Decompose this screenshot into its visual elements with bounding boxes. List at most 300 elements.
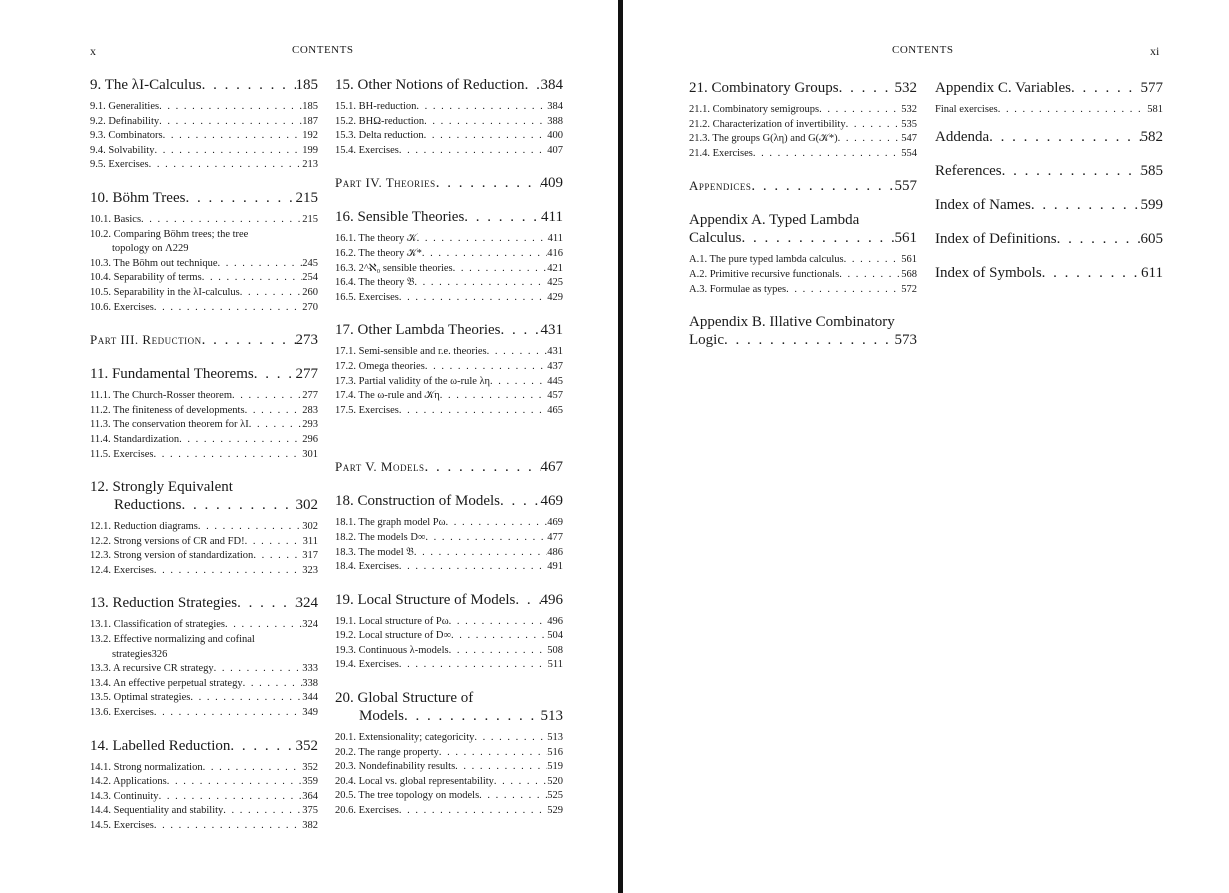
section-title: 13.6. Exercises bbox=[90, 707, 154, 719]
section-entry bbox=[90, 662, 318, 677]
dot-leader bbox=[154, 301, 302, 316]
section-entry bbox=[689, 132, 917, 147]
section-title: 10.3. The Böhm out technique bbox=[90, 257, 218, 269]
section-page-number: 425 bbox=[547, 277, 563, 289]
section-entry bbox=[335, 629, 563, 644]
section-page-number: 445 bbox=[547, 375, 563, 387]
dot-leader bbox=[254, 365, 296, 383]
toc-chapter bbox=[90, 365, 318, 462]
section-title: A.1. The pure typed lambda calculus bbox=[689, 254, 844, 266]
section-title: 16.1. The theory 𝒦 bbox=[335, 233, 417, 245]
section-title: 19.2. Local structure of D∞ bbox=[335, 630, 451, 642]
section-page-number: 338 bbox=[302, 677, 318, 689]
section-title: 9.2. Definability bbox=[90, 115, 160, 127]
section-title: 13.1. Classification of strategies bbox=[90, 619, 226, 631]
toc-chapter bbox=[90, 189, 318, 315]
section-title: 19.4. Exercises bbox=[335, 659, 399, 671]
toc-chapter bbox=[689, 79, 917, 161]
dot-leader bbox=[422, 247, 547, 262]
section-title: 17.2. Omega theories bbox=[335, 360, 425, 372]
section-list bbox=[935, 103, 1163, 118]
dot-leader bbox=[167, 775, 303, 790]
chapter-page-number: 277 bbox=[295, 366, 318, 383]
section-entry bbox=[335, 276, 563, 291]
chapter-title-row bbox=[935, 79, 1163, 97]
section-title-row bbox=[90, 648, 318, 663]
section-title: 12.2. Strong versions of CR and FD! bbox=[90, 535, 245, 547]
section-entry bbox=[335, 546, 563, 561]
dot-leader bbox=[245, 404, 303, 419]
dot-leader bbox=[839, 79, 895, 97]
dot-leader bbox=[424, 115, 547, 130]
dot-leader bbox=[163, 129, 303, 144]
section-page-number: 400 bbox=[547, 130, 563, 142]
section-entry bbox=[90, 404, 318, 419]
chapter-title: Appendix C. Variables bbox=[935, 80, 1071, 96]
chapter-page-number: 573 bbox=[894, 332, 917, 349]
section-entry bbox=[335, 291, 563, 306]
section-entry bbox=[90, 286, 318, 301]
chapter-title-row bbox=[335, 707, 563, 725]
section-title: 14.1. Strong normalization bbox=[90, 761, 203, 773]
section-entry bbox=[335, 404, 563, 419]
dot-leader bbox=[159, 115, 302, 130]
section-title: A.3. Formulae as types bbox=[689, 283, 787, 295]
section-page-number: 486 bbox=[547, 546, 563, 558]
section-page-number: 213 bbox=[302, 159, 318, 171]
toc-chapter bbox=[935, 196, 1163, 214]
section-title: 14.4. Sequentiality and stability bbox=[90, 805, 224, 817]
chapter-title: Part IV. Theories bbox=[335, 175, 436, 191]
section-title: 9.5. Exercises bbox=[90, 159, 149, 171]
section-list bbox=[335, 731, 563, 819]
chapter-title: 11. Fundamental Theorems bbox=[90, 366, 254, 383]
section-page-number: 245 bbox=[302, 257, 318, 269]
dot-leader bbox=[154, 564, 302, 579]
section-title: 21.2. Characterization of invertibility bbox=[689, 118, 846, 130]
section-page-number: 421 bbox=[547, 262, 563, 274]
toc-chapter bbox=[689, 313, 917, 349]
dot-leader bbox=[479, 789, 547, 804]
section-entry bbox=[90, 448, 318, 463]
section-title: 10.4. Separability of terms bbox=[90, 272, 202, 284]
section-page-number: 431 bbox=[547, 346, 563, 358]
section-title: 20.2. The range property bbox=[335, 746, 439, 758]
section-entry bbox=[90, 549, 318, 564]
section-entry bbox=[90, 618, 318, 633]
section-title-continued: strategies bbox=[112, 648, 152, 660]
dot-leader bbox=[455, 760, 547, 775]
dot-leader bbox=[998, 103, 1148, 118]
section-title: 17.3. Partial validity of the ω-rule λη bbox=[335, 375, 491, 387]
section-page-number: 513 bbox=[547, 732, 563, 744]
chapter-title-row bbox=[689, 177, 917, 195]
section-page-number: 185 bbox=[302, 101, 318, 112]
section-list bbox=[90, 520, 318, 578]
section-title: 17.4. The ω-rule and 𝒦η bbox=[335, 390, 440, 402]
section-list bbox=[90, 389, 318, 462]
section-page-number: 554 bbox=[901, 147, 917, 159]
dot-leader bbox=[425, 360, 547, 375]
dot-leader bbox=[240, 286, 303, 301]
section-page-number: 411 bbox=[547, 233, 563, 245]
section-title: 14.5. Exercises bbox=[90, 820, 154, 831]
section-entry bbox=[335, 658, 563, 673]
section-entry bbox=[689, 268, 917, 283]
dot-leader bbox=[446, 516, 548, 531]
section-title: 11.5. Exercises bbox=[90, 448, 154, 460]
section-page-number: 187 bbox=[302, 115, 318, 127]
dot-leader bbox=[439, 746, 547, 761]
dot-leader bbox=[453, 262, 548, 277]
chapter-title: Index of Symbols bbox=[935, 264, 1042, 281]
section-title: 13.5. Optimal strategies bbox=[90, 692, 191, 704]
dot-leader bbox=[494, 775, 547, 790]
section-title: 21.1. Combinatory semigroups bbox=[689, 104, 820, 115]
section-title: 18.3. The model 𝔅 bbox=[335, 546, 414, 558]
section-page-number: 375 bbox=[302, 805, 318, 817]
section-page-number: 516 bbox=[547, 746, 563, 758]
chapter-page-number: 557 bbox=[894, 178, 917, 195]
section-entry bbox=[335, 262, 563, 277]
chapter-page-number: 605 bbox=[1140, 230, 1163, 247]
dot-leader bbox=[154, 706, 302, 721]
section-page-number: 572 bbox=[901, 283, 917, 295]
chapter-title-row bbox=[90, 478, 318, 496]
chapter-title-row bbox=[335, 321, 563, 339]
section-title: 15.1. BH-reduction bbox=[335, 101, 417, 112]
toc-column bbox=[90, 76, 318, 850]
section-entry bbox=[689, 283, 917, 298]
chapter-page-number: 273 bbox=[295, 332, 318, 349]
section-page-number: 301 bbox=[302, 448, 318, 460]
dot-leader bbox=[451, 629, 547, 644]
dot-leader bbox=[218, 257, 303, 272]
chapter-title: 21. Combinatory Groups bbox=[689, 80, 839, 96]
dot-leader bbox=[440, 389, 547, 404]
section-title: Final exercises bbox=[935, 104, 998, 115]
section-page-number: 302 bbox=[302, 521, 318, 533]
section-page-number: 437 bbox=[547, 360, 563, 372]
chapter-title-row bbox=[335, 591, 563, 609]
section-entry bbox=[335, 760, 563, 775]
section-list bbox=[90, 213, 318, 315]
section-entry bbox=[90, 790, 318, 805]
section-title: 20.5. The tree topology on models bbox=[335, 790, 480, 802]
chapter-title-continued: Reductions bbox=[114, 497, 182, 514]
toc-chapter bbox=[335, 174, 563, 192]
dot-leader bbox=[414, 546, 547, 561]
chapter-page-number: 611 bbox=[1141, 264, 1163, 281]
section-title-row bbox=[90, 242, 318, 257]
dot-leader bbox=[203, 761, 303, 776]
section-entry bbox=[90, 129, 318, 144]
section-entry bbox=[689, 118, 917, 133]
section-page-number: 429 bbox=[547, 291, 563, 303]
dot-leader bbox=[751, 177, 894, 195]
dot-leader bbox=[190, 691, 302, 706]
dot-leader bbox=[1031, 196, 1141, 214]
toc-chapter bbox=[335, 208, 563, 305]
section-title: 14.2. Applications bbox=[90, 776, 167, 788]
chapter-page-number: 409 bbox=[540, 175, 563, 192]
section-title: 20.4. Local vs. global representability bbox=[335, 775, 494, 787]
chapter-title: 9. The λI-Calculus bbox=[90, 77, 202, 93]
chapter-title: Index of Definitions bbox=[935, 230, 1057, 247]
section-title: 18.4. Exercises bbox=[335, 561, 399, 573]
page-number: xi bbox=[1150, 44, 1160, 58]
toc-chapter bbox=[335, 591, 563, 673]
chapter-title-row bbox=[90, 189, 318, 207]
chapter-title: Appendix B. Illative Combinatory bbox=[689, 314, 895, 331]
toc-chapter bbox=[935, 128, 1163, 146]
dot-leader bbox=[182, 496, 296, 514]
dot-leader bbox=[1057, 230, 1141, 248]
chapter-title-row bbox=[335, 492, 563, 510]
dot-leader bbox=[202, 271, 303, 286]
section-title: 9.1. Generalities bbox=[90, 101, 160, 112]
section-list bbox=[335, 615, 563, 673]
section-list bbox=[90, 100, 318, 173]
section-page-number: 260 bbox=[302, 286, 318, 298]
chapter-title: 12. Strongly Equivalent bbox=[90, 479, 233, 496]
section-list bbox=[689, 103, 917, 161]
section-page-number: 326 bbox=[151, 648, 168, 660]
section-page-number: 519 bbox=[547, 761, 563, 773]
dot-leader bbox=[436, 174, 541, 192]
dot-leader bbox=[237, 594, 295, 612]
dot-leader bbox=[249, 418, 302, 433]
dot-leader bbox=[245, 535, 303, 550]
section-entry bbox=[90, 228, 318, 257]
section-title: 17.5. Exercises bbox=[335, 404, 399, 416]
chapter-title: References bbox=[935, 162, 1002, 179]
dot-leader bbox=[425, 531, 547, 546]
dot-leader bbox=[424, 458, 540, 476]
section-page-number: 581 bbox=[1147, 104, 1163, 115]
section-list bbox=[90, 618, 318, 720]
section-title: 11.1. The Church-Rosser theorem bbox=[90, 390, 233, 402]
chapter-title: 18. Construction of Models bbox=[335, 493, 500, 510]
running-head: CONTENTS bbox=[892, 44, 954, 56]
dot-leader bbox=[154, 144, 302, 159]
dot-leader bbox=[1002, 162, 1141, 180]
chapter-title-row bbox=[90, 365, 318, 383]
dot-leader bbox=[414, 276, 547, 291]
section-title: 13.3. A recursive CR strategy bbox=[90, 663, 214, 675]
section-title: 16.2. The theory 𝒦* bbox=[335, 247, 422, 259]
section-page-number: 496 bbox=[547, 615, 563, 627]
dot-leader bbox=[154, 819, 302, 834]
section-title: 19.3. Continuous λ-models bbox=[335, 644, 449, 656]
dot-leader bbox=[202, 331, 296, 349]
section-title: 10.6. Exercises bbox=[90, 301, 154, 313]
section-title: 18.2. The models D∞ bbox=[335, 531, 426, 543]
section-page-number: 296 bbox=[302, 433, 318, 445]
section-entry bbox=[90, 706, 318, 721]
dot-leader bbox=[1071, 79, 1141, 97]
toc-chapter bbox=[935, 230, 1163, 248]
section-entry bbox=[335, 775, 563, 790]
section-title: 18.1. The graph model Pω bbox=[335, 517, 446, 529]
chapter-title-row bbox=[90, 737, 318, 755]
section-list bbox=[689, 253, 917, 297]
dot-leader bbox=[214, 662, 303, 677]
dot-leader bbox=[141, 213, 302, 228]
chapter-title: Part III. Reduction bbox=[90, 332, 202, 348]
chapter-title-row bbox=[935, 128, 1163, 146]
section-entry bbox=[90, 677, 318, 692]
section-entry bbox=[90, 564, 318, 579]
chapter-title: 20. Global Structure of bbox=[335, 690, 474, 707]
section-entry bbox=[90, 819, 318, 834]
section-entry bbox=[90, 271, 318, 286]
section-list bbox=[335, 100, 563, 158]
section-page-number: 568 bbox=[901, 268, 917, 280]
chapter-page-number: 582 bbox=[1140, 128, 1163, 145]
section-page-number: 529 bbox=[547, 805, 563, 817]
section-title: 9.4. Solvability bbox=[90, 144, 155, 156]
chapter-title: Appendix A. Typed Lambda bbox=[689, 212, 860, 229]
dot-leader bbox=[525, 76, 541, 94]
section-page-number: 199 bbox=[302, 144, 318, 156]
dot-leader bbox=[253, 549, 302, 564]
chapter-title: 13. Reduction Strategies bbox=[90, 595, 238, 612]
section-list bbox=[335, 345, 563, 418]
section-title: 16.3. 2^ℵ₀ sensible theories bbox=[335, 262, 453, 274]
chapter-title: 19. Local Structure of Models bbox=[335, 591, 516, 608]
section-entry bbox=[335, 115, 563, 130]
chapter-title-row bbox=[689, 211, 917, 229]
toc-chapter bbox=[90, 478, 318, 578]
toc-chapter bbox=[335, 321, 563, 418]
section-entry bbox=[335, 129, 563, 144]
section-page-number: 215 bbox=[302, 213, 318, 225]
section-entry bbox=[90, 804, 318, 819]
chapter-page-number: 185 bbox=[295, 77, 318, 93]
section-entry bbox=[335, 144, 563, 159]
section-entry bbox=[335, 531, 563, 546]
chapter-title-row bbox=[935, 162, 1163, 180]
page-number: x bbox=[90, 44, 96, 58]
toc-column bbox=[689, 79, 917, 365]
chapter-page-number: 599 bbox=[1140, 196, 1163, 213]
section-entry bbox=[335, 731, 563, 746]
dot-leader bbox=[500, 492, 541, 510]
chapter-title-row bbox=[335, 458, 563, 476]
chapter-title-continued: Calculus bbox=[689, 230, 742, 247]
section-entry bbox=[335, 232, 563, 247]
section-entry bbox=[90, 301, 318, 316]
section-entry bbox=[335, 375, 563, 390]
section-page-number: 270 bbox=[302, 301, 318, 313]
section-entry bbox=[335, 644, 563, 659]
section-entry bbox=[689, 103, 917, 118]
chapter-page-number: 585 bbox=[1140, 162, 1163, 179]
section-page-number: 508 bbox=[547, 644, 563, 656]
section-title: 10.2. Comparing Böhm trees; the tree bbox=[90, 228, 249, 240]
chapter-page-number: 469 bbox=[540, 493, 563, 510]
dot-leader bbox=[416, 100, 547, 115]
chapter-title-row bbox=[335, 76, 563, 94]
dot-leader bbox=[839, 268, 901, 283]
section-page-number: 293 bbox=[302, 419, 318, 431]
dot-leader bbox=[474, 731, 547, 746]
section-title: 10.5. Separability in the λI-calculus bbox=[90, 286, 240, 298]
chapter-page-number: 513 bbox=[540, 708, 563, 725]
chapter-title-row bbox=[935, 230, 1163, 248]
section-entry bbox=[90, 144, 318, 159]
section-entry bbox=[935, 103, 1163, 118]
dot-leader bbox=[399, 291, 547, 306]
dot-leader bbox=[487, 345, 548, 360]
chapter-title-row bbox=[689, 331, 917, 349]
section-title: 11.2. The finiteness of developments bbox=[90, 404, 245, 416]
section-page-number: 229 bbox=[172, 243, 189, 255]
section-page-number: 333 bbox=[302, 663, 318, 675]
section-title: 12.4. Exercises bbox=[90, 564, 154, 576]
toc-chapter bbox=[335, 689, 563, 819]
section-entry bbox=[90, 633, 318, 662]
section-title: 9.3. Combinators bbox=[90, 130, 163, 142]
section-entry bbox=[335, 560, 563, 575]
chapter-title: Part V. Models bbox=[335, 459, 425, 475]
dot-leader bbox=[399, 560, 547, 575]
section-entry bbox=[90, 535, 318, 550]
dot-leader bbox=[399, 144, 547, 159]
section-page-number: 364 bbox=[302, 790, 318, 802]
toc-chapter bbox=[90, 594, 318, 720]
section-page-number: 469 bbox=[547, 517, 563, 529]
dot-leader bbox=[846, 118, 902, 133]
section-entry bbox=[90, 418, 318, 433]
section-page-number: 277 bbox=[302, 390, 318, 402]
dot-leader bbox=[202, 76, 296, 94]
dot-leader bbox=[515, 591, 540, 609]
section-page-number: 324 bbox=[302, 619, 318, 631]
section-page-number: 317 bbox=[302, 550, 318, 562]
toc-chapter bbox=[90, 331, 318, 349]
section-entry bbox=[335, 789, 563, 804]
section-page-number: 359 bbox=[302, 776, 318, 788]
section-entry bbox=[335, 360, 563, 375]
chapter-title-row bbox=[335, 174, 563, 192]
dot-leader bbox=[159, 100, 302, 115]
section-page-number: 477 bbox=[547, 531, 563, 543]
section-list bbox=[90, 761, 318, 834]
section-title: 16.5. Exercises bbox=[335, 291, 399, 303]
dot-leader bbox=[223, 804, 302, 819]
section-title: 21.4. Exercises bbox=[689, 147, 753, 159]
toc-chapter bbox=[935, 162, 1163, 180]
chapter-title: Addenda bbox=[935, 128, 990, 145]
section-page-number: 532 bbox=[901, 104, 917, 115]
chapter-page-number: 302 bbox=[295, 497, 318, 514]
chapter-title: 10. Böhm Trees bbox=[90, 189, 186, 206]
section-title: 16.4. The theory 𝔅 bbox=[335, 277, 415, 289]
section-page-number: 311 bbox=[302, 535, 318, 547]
section-page-number: 323 bbox=[302, 564, 318, 576]
section-page-number: 254 bbox=[302, 272, 318, 284]
chapter-title-row bbox=[90, 76, 318, 94]
dot-leader bbox=[838, 132, 902, 147]
section-entry bbox=[90, 761, 318, 776]
section-page-number: 192 bbox=[302, 130, 318, 142]
chapter-title-row bbox=[335, 689, 563, 707]
section-title: 12.1. Reduction diagrams bbox=[90, 521, 198, 533]
chapter-title-row bbox=[935, 196, 1163, 214]
dot-leader bbox=[153, 448, 302, 463]
